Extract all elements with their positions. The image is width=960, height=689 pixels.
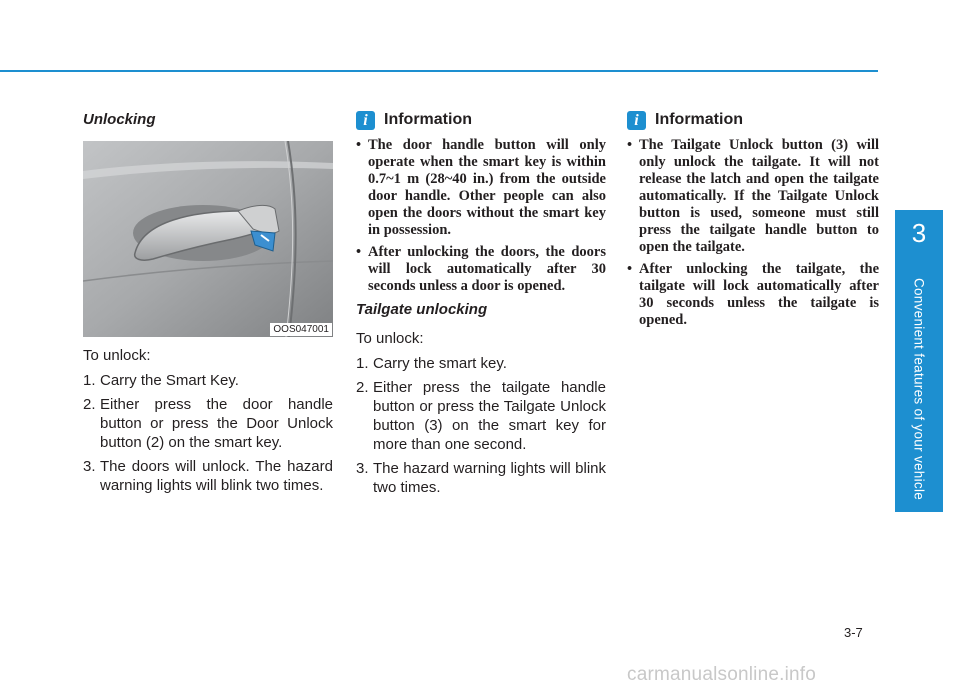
info-header (356, 110, 606, 130)
chapter-number: 3 (911, 218, 927, 248)
section-heading-unlocking: Unlocking (83, 111, 156, 128)
photo-code: OOS047001 (270, 323, 332, 336)
info-bullets (627, 137, 879, 329)
info-title: Information (655, 111, 743, 128)
list-item: • After unlocking the doors, the doors will lock automatically after 30 seconds unless a door is opened. (356, 244, 606, 294)
door-handle-illustration (83, 141, 333, 337)
header-rule (0, 70, 878, 72)
tailgate-steps (356, 354, 606, 497)
column-information-2 (627, 110, 879, 334)
page-number: 3-7 (844, 625, 863, 640)
section-heading-tailgate: Tailgate unlocking (356, 301, 488, 318)
chapter-title-vertical (896, 266, 942, 512)
list-item: • The Tailgate Unlock button (3) will only unlock the tailgate. It will not release the latch and open the tailgate automatically. If the Tailgate Unlock button is used, someone must still press the tailgate handle button to open the tailgate. (627, 137, 879, 255)
tailgate-lead: To unlock: (356, 330, 424, 347)
column-information-tailgate (356, 110, 606, 502)
info-title: Information (384, 111, 472, 128)
column-unlocking (83, 110, 333, 500)
info-icon: i (627, 111, 646, 130)
list-item: 1. Carry the Smart Key. (83, 372, 239, 389)
info-header (627, 110, 879, 130)
list-item: 3. The doors will unlock. The hazard warning lights will blink two times. (83, 458, 333, 494)
info-icon: i (356, 111, 375, 130)
list-item: 2. Either press the tailgate handle button or press the Tailgate Unlock button (3) on the smart key for more than one second. (356, 379, 606, 453)
unlock-steps (83, 371, 333, 495)
chapter-title: Convenient features of your vehicle (911, 277, 927, 501)
list-item: 1. Carry the smart key. (356, 355, 507, 372)
unlock-lead: To unlock: (83, 347, 151, 364)
list-item: 2. Either press the door handle button or press the Door Unlock button (2) on the smart key. (83, 396, 333, 451)
chapter-tab (895, 210, 943, 260)
list-item: • The door handle button will only operate when the smart key is within 0.7~1 m (28~40 in.) from the outside door handle. Other people can also open the doors without the smart key in possession. (356, 137, 606, 238)
list-item: • After unlocking the tailgate, the tailgate will lock automatically after 30 seconds unless the tailgate is opened. (627, 261, 879, 328)
info-bullets (356, 137, 606, 295)
watermark: carmanualsonline.info (627, 664, 817, 685)
door-handle-photo (83, 141, 333, 337)
list-item: 3. The hazard warning lights will blink two times. (356, 460, 606, 496)
